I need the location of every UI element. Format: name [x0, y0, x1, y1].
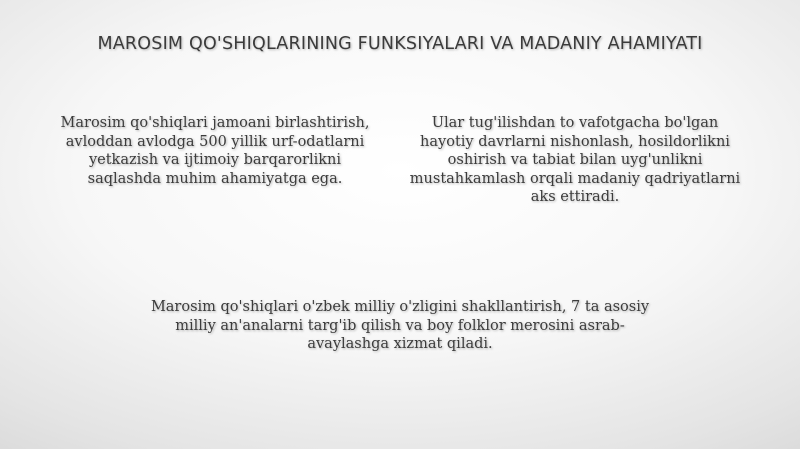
paragraph-bottom: Marosim qo'shiqlari o'zbek milliy o'zligini shakllantirish, 7 ta asosiy milliy an'analarni targ'ib qilish va boy folklor merosini asrab-avaylashga xizmat qiladi. — [150, 299, 650, 352]
paragraph-right: Ular tug'ilishdan to vafotgacha bo'lgan hayotiy davrlarni nishonlash, hosildorlikni oshirish va tabiat bilan uyg'unlikni mustahkamlash orqali madaniy qadriyatlarni aks ettiradi. — [409, 115, 741, 205]
paragraph-left: Marosim qo'shiqlari jamoani birlashtirish, avloddan avlodga 500 yillik urf-odatlarni yetkazish va ijtimoiy barqarorlikni saqlashda muhim ahamiyatga ega. — [60, 115, 370, 187]
slide-title: MAROSIM QO'SHIQLARINING FUNKSIYALARI VA MADANIY AHAMIYATI — [97, 34, 703, 54]
